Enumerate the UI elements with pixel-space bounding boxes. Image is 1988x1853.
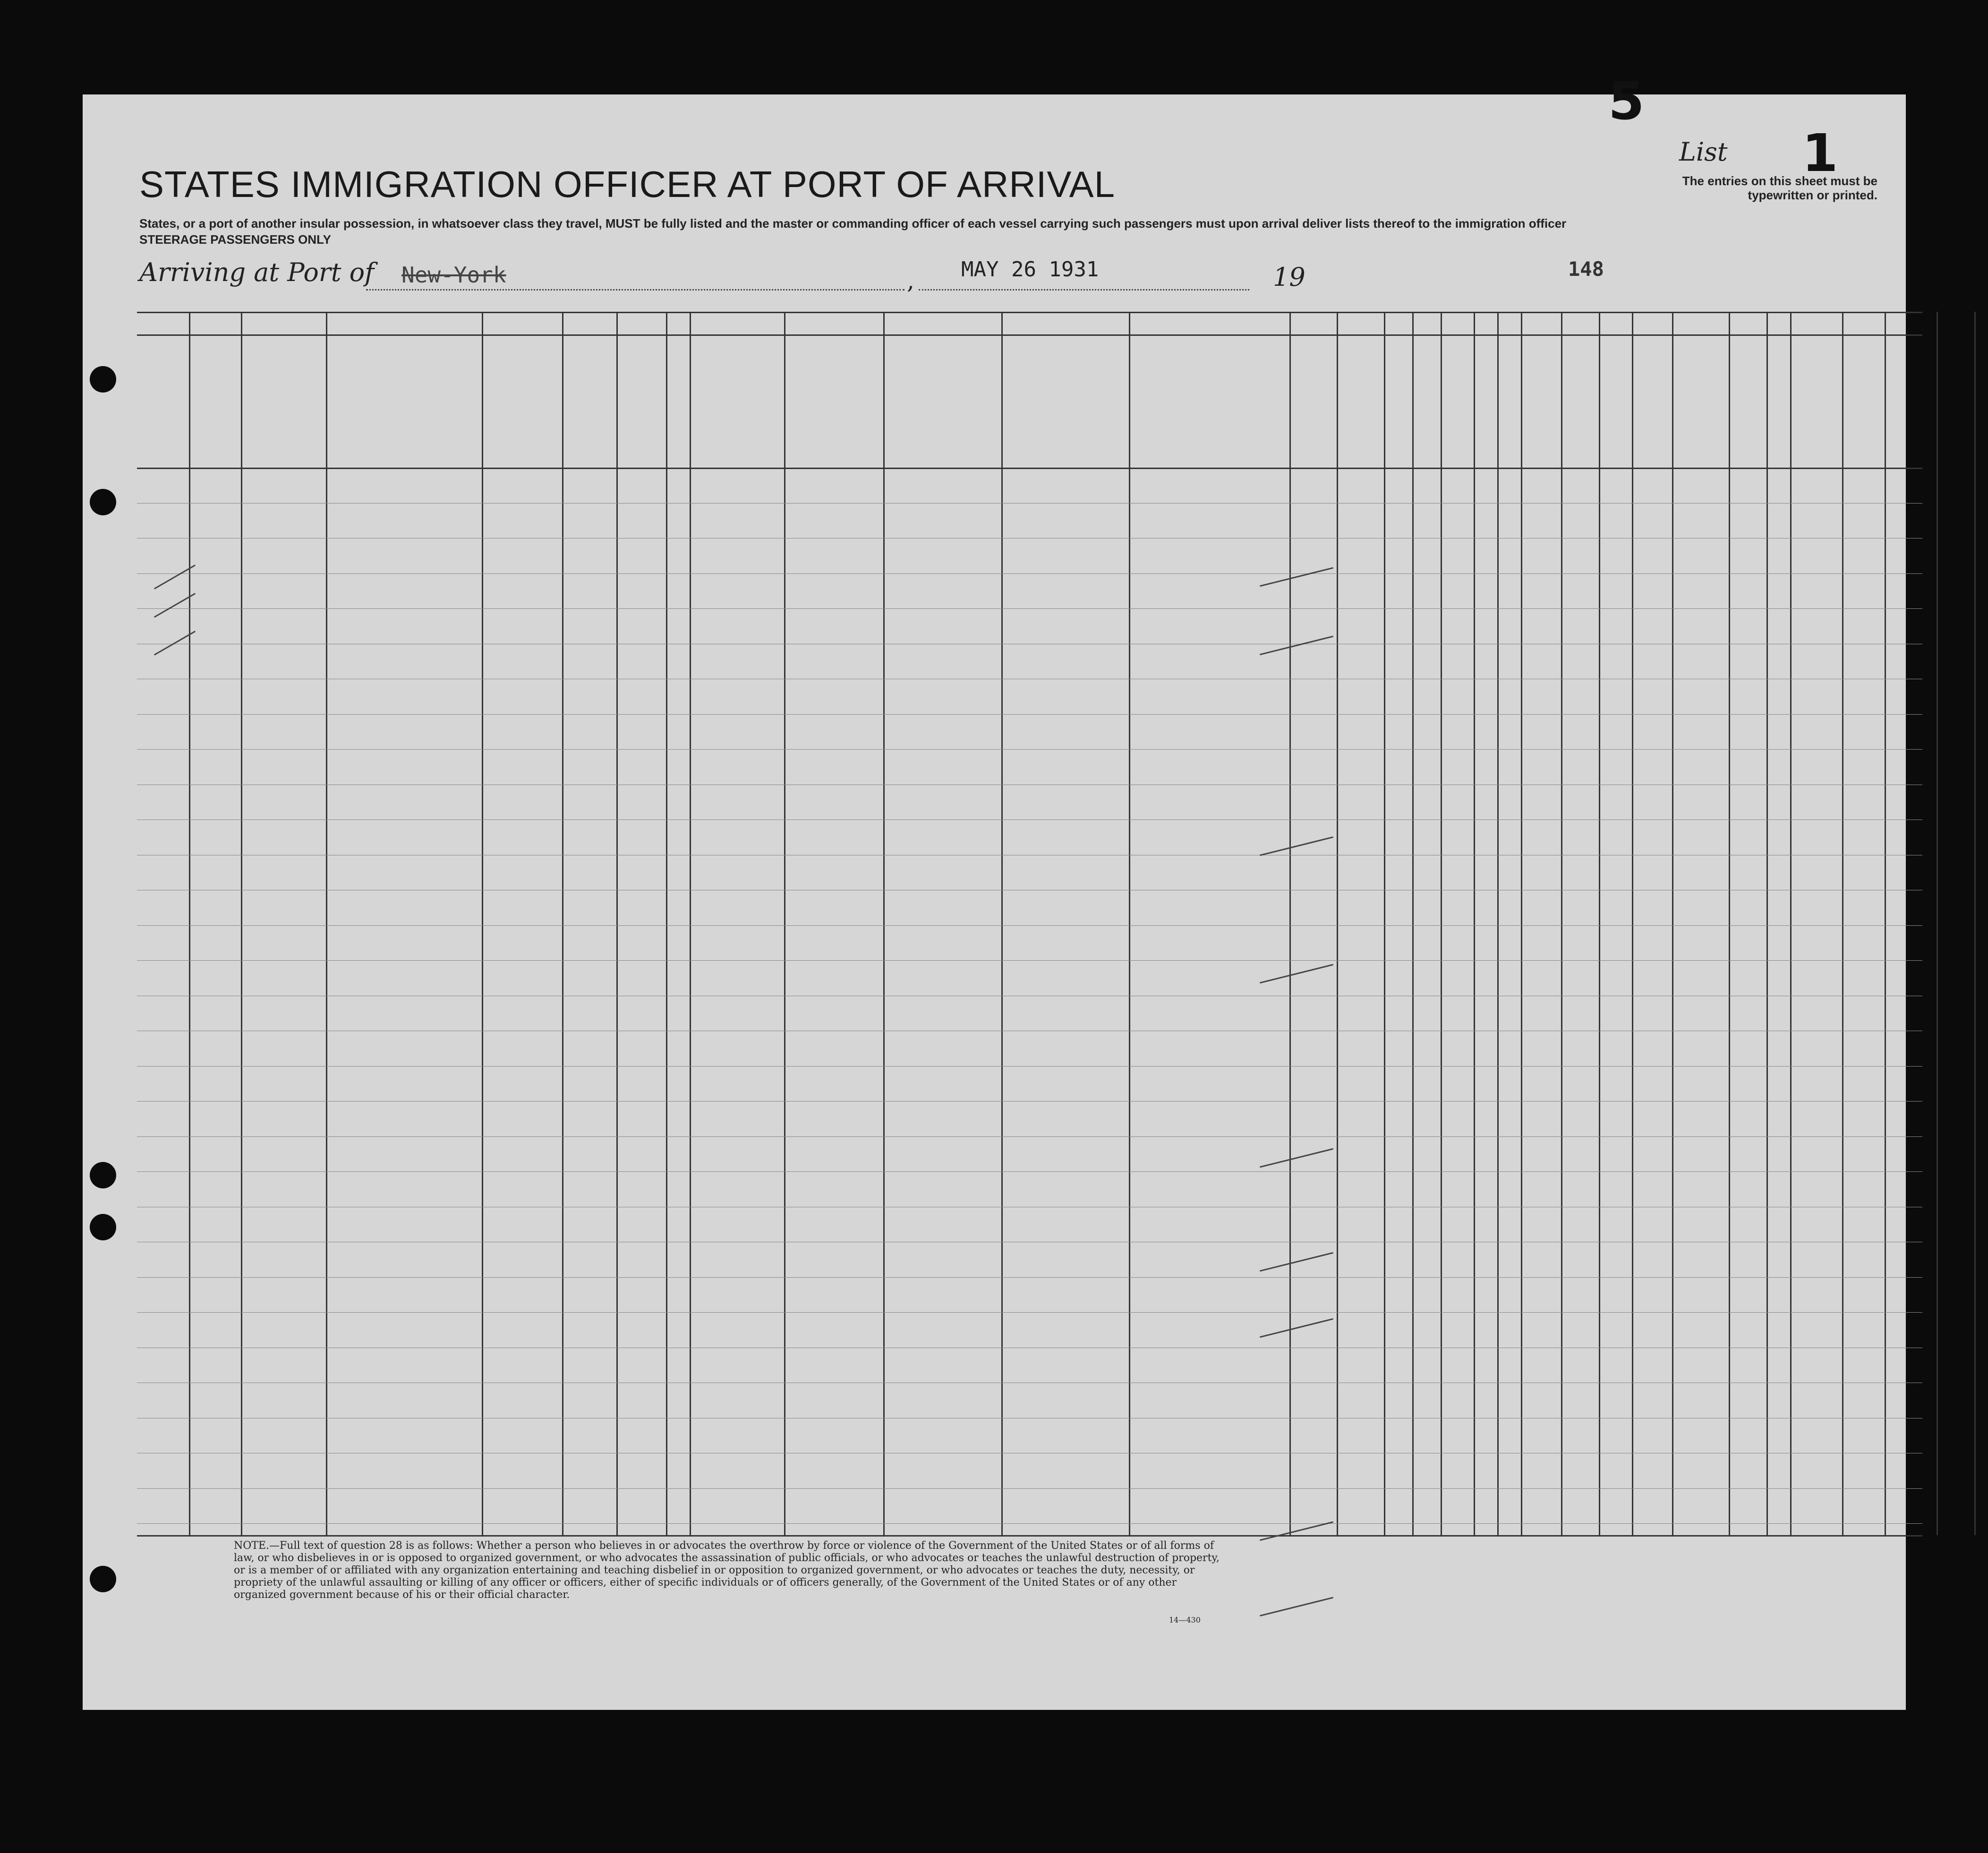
- row-rule: [137, 608, 1922, 609]
- pen-stroke: [1260, 1318, 1333, 1338]
- pen-stroke: [1260, 1148, 1333, 1168]
- typewrite-note: The entries on this sheet must be typewritten or printed.: [1682, 174, 1877, 202]
- column-rule: [1632, 312, 1633, 1535]
- column-rule: [1885, 312, 1886, 1535]
- pen-stroke: [1260, 1521, 1333, 1541]
- port-value: New-York: [401, 262, 506, 288]
- column-rule: [784, 312, 785, 1535]
- arriving-label: Arriving at Port of: [139, 257, 375, 287]
- table-header-rule: [137, 334, 1922, 336]
- column-rule: [1289, 312, 1291, 1535]
- row-rule: [137, 1171, 1922, 1172]
- row-rule: [137, 960, 1922, 961]
- column-rule: [1001, 312, 1003, 1535]
- pen-stroke: [1260, 1597, 1333, 1617]
- column-rule: [1729, 312, 1730, 1535]
- row-rule: [137, 1066, 1922, 1067]
- column-rule: [1599, 312, 1600, 1535]
- column-rule: [1497, 312, 1499, 1535]
- binder-hole: [90, 1566, 116, 1592]
- manifest-table: [137, 312, 1922, 1653]
- year-prefix: 19: [1273, 262, 1305, 292]
- column-rule: [482, 312, 483, 1535]
- arrival-date-stamp: MAY 26 1931: [961, 257, 1099, 282]
- row-rule: [137, 503, 1922, 504]
- row-rule: [137, 1523, 1922, 1524]
- column-rule: [562, 312, 563, 1535]
- binder-hole: [90, 1214, 116, 1240]
- column-rule: [1474, 312, 1475, 1535]
- sheet-number: 148: [1568, 257, 1604, 281]
- column-rule: [1129, 312, 1130, 1535]
- column-rule: [1766, 312, 1768, 1535]
- port-underline: [366, 289, 904, 290]
- column-rule: [1974, 312, 1976, 1535]
- subtitle-line2: STEERAGE PASSENGERS ONLY: [139, 232, 331, 247]
- column-rule: [1790, 312, 1792, 1535]
- table-bottom-rule: [137, 1535, 1922, 1537]
- footnote: NOTE.—Full text of question 28 is as follows: Whether a person who believes in or advocates the overthrow by force or violence of the Government of the United States or of all forms of law, or who disbelieves in or is opposed to organized government, or who advocates the assassination of public officials, or who advocates or teaches the unlawful destruction of property, or is a member of or affiliated with any organization entertaining and teaching disbelief in or opposition to organized government, or who advocates or teaches the duty, necessity, or propriety of the unlawful assaulting or killing of any officer or officers, either of specific individuals or of officers generally, of the Government of the United States or of any other organized government because of his or their official character.: [234, 1540, 1220, 1601]
- pen-stroke: [1260, 1252, 1333, 1272]
- list-number: 1: [1802, 123, 1838, 183]
- column-rule: [666, 312, 667, 1535]
- column-rule: [1441, 312, 1442, 1535]
- table-top-rule: [137, 312, 1922, 313]
- column-rule: [1561, 312, 1562, 1535]
- row-rule: [137, 1277, 1922, 1278]
- column-rule: [616, 312, 618, 1535]
- row-rule: [137, 573, 1922, 574]
- row-rule: [137, 1312, 1922, 1313]
- column-rule: [1521, 312, 1522, 1535]
- row-rule: [137, 714, 1922, 715]
- corner-mark: 5: [1608, 71, 1645, 131]
- binder-hole: [90, 366, 116, 393]
- subtitle-line1: States, or a port of another insular possession, in whatsoever class they travel, MUST be fully listed and the master or commanding officer of each vessel carrying such passengers must upon arrival deliver lists thereof to the immigration officer: [139, 216, 1567, 231]
- row-rule: [137, 1488, 1922, 1489]
- column-rule: [1384, 312, 1385, 1535]
- row-rule: [137, 749, 1922, 750]
- list-label: List: [1679, 137, 1728, 167]
- pen-stroke: [1260, 636, 1333, 656]
- row-rule: [137, 1101, 1922, 1102]
- date-underline: [919, 289, 1249, 290]
- column-rule: [1412, 312, 1414, 1535]
- row-rule: [137, 925, 1922, 926]
- binder-hole: [90, 1162, 116, 1188]
- column-rule: [189, 312, 190, 1535]
- column-rule: [883, 312, 885, 1535]
- table-body-rule: [137, 468, 1922, 469]
- pen-stroke: [1260, 964, 1333, 984]
- manifest-sheet: 5 STATES IMMIGRATION OFFICER AT PORT OF ARRIVAL States, or a port of another insular possession, in whatsoever class they travel, MUST be fully listed and the master or commanding officer of each vessel carrying such passengers must upon arrival deliver lists thereof to the immigration officer STEERAGE PASSENGERS ONLY List 1 The entries on this sheet must be typewritten or printed. Arriving at Port of New-York , MAY 26 1931 19 148 NOTE.—Full text of question 28 is as follows: Whether a person who believes in or advocates the overthrow by force or violence of the Government of the United States or of all forms of law, or who disbelieves in or is opposed to organized government, or who advocates the assassination of public officials, or who advocates or teaches the unlawful destruction of property, or is a member of or affiliated with any organization entertaining and teaching disbelief in or opposition to organized government, or who advocates or teaches the duty, necessity, or propriety of the unlawful assaulting or killing of any officer or officers, either of specific individuals or of officers generally, of the Government of the United States or of any other organized government because of his or their official character. 14—430: [83, 94, 1906, 1710]
- pen-stroke: [1260, 837, 1333, 856]
- page-title: STATES IMMIGRATION OFFICER AT PORT OF ARRIVAL: [139, 163, 1116, 205]
- column-rule: [1842, 312, 1843, 1535]
- column-rule: [1672, 312, 1673, 1535]
- form-number: 14—430: [1169, 1615, 1201, 1624]
- pen-stroke: [1260, 567, 1333, 587]
- column-rule: [1337, 312, 1338, 1535]
- column-rule: [326, 312, 327, 1535]
- column-rule: [1937, 312, 1938, 1535]
- column-rule: [690, 312, 691, 1535]
- binder-hole: [90, 489, 116, 515]
- column-rule: [241, 312, 242, 1535]
- row-rule: [137, 1136, 1922, 1137]
